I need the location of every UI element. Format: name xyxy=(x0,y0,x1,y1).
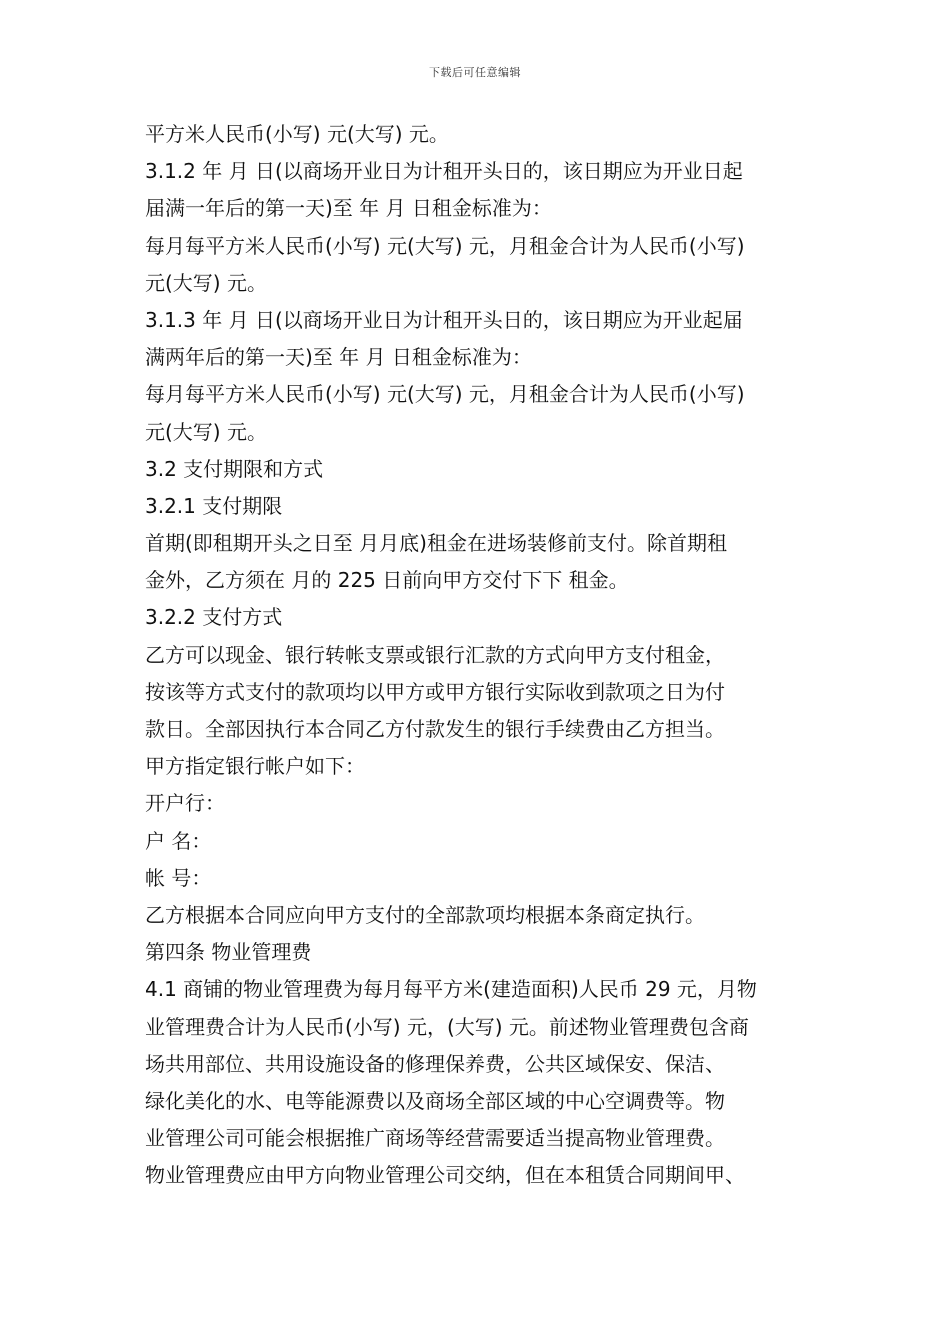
text-line: 业管理费合计为人民币(小写) 元，(大写) 元。前述物业管理费包含商 xyxy=(145,1014,749,1039)
text-line: 满两年后的第一天)至 年 月 日租金标准为： xyxy=(145,345,532,370)
page-header-note: 下载后可任意编辑 xyxy=(429,66,521,79)
text-line: 物业管理费应由甲方向物业管理公司交纳，但在本租赁合同期间甲、 xyxy=(145,1163,745,1188)
text-line: 每月每平方米人民币(小写) 元(大写) 元，月租金合计为人民币(小写) xyxy=(145,233,745,258)
text-line: 乙方根据本合同应向甲方支付的全部款项均根据本条商定执行。 xyxy=(145,902,705,927)
article-heading: 第四条 物业管理费 xyxy=(145,940,312,965)
text-line: 3.1.3 年 月 日(以商场开业日为计租开头日的，该日期应为开业起届 xyxy=(145,307,743,332)
document-body xyxy=(145,116,825,1194)
text-line: 届满一年后的第一天)至 年 月 日租金标准为： xyxy=(145,196,552,221)
subsection-heading: 3.2.2 支付方式 xyxy=(145,605,283,630)
text-line: 绿化美化的水、电等能源费以及商场全部区域的中心空调费等。物 xyxy=(145,1088,725,1113)
subsection-heading: 3.2.1 支付期限 xyxy=(145,493,283,518)
text-line: 款日。全部因执行本合同乙方付款发生的银行手续费由乙方担当。 xyxy=(145,717,725,741)
text-line: 金外，乙方须在 月的 225 日前向甲方交付下下 租金。 xyxy=(145,568,629,593)
text-line: 场共用部位、共用设施设备的修理保养费，公共区域保安、保洁、 xyxy=(145,1051,725,1076)
text-line: 首期(即租期开头之日至 月月底)租金在进场装修前支付。除首期租 xyxy=(145,531,727,556)
section-heading: 3.2 支付期限和方式 xyxy=(145,456,324,481)
text-line: 按该等方式支付的款项均以甲方或甲方银行实际收到款项之日为付 xyxy=(145,679,725,704)
text-line: 平方米人民币(小写) 元(大写) 元。 xyxy=(145,122,449,146)
text-line: 元(大写) 元。 xyxy=(145,419,267,444)
text-line: 业管理公司可能会根据推广商场等经营需要适当提高物业管理费。 xyxy=(145,1126,725,1151)
text-line: 甲方指定银行帐户如下： xyxy=(145,754,365,779)
text-line: 4.1 商铺的物业管理费为每月每平方米(建造面积)人民币 29 元，月物 xyxy=(145,977,757,1002)
text-line: 乙方可以现金、银行转帐支票或银行汇款的方式向甲方支付租金， xyxy=(145,642,725,667)
account-number-label: 帐 号： xyxy=(145,865,212,890)
account-name-label: 户 名： xyxy=(145,828,212,853)
text-line: 3.1.2 年 月 日(以商场开业日为计租开头日的，该日期应为开业日起 xyxy=(145,159,743,184)
text-line: 每月每平方米人民币(小写) 元(大写) 元，月租金合计为人民币(小写) xyxy=(145,382,745,407)
bank-field-label: 开户行： xyxy=(145,791,225,816)
text-line: 元(大写) 元。 xyxy=(145,270,267,295)
